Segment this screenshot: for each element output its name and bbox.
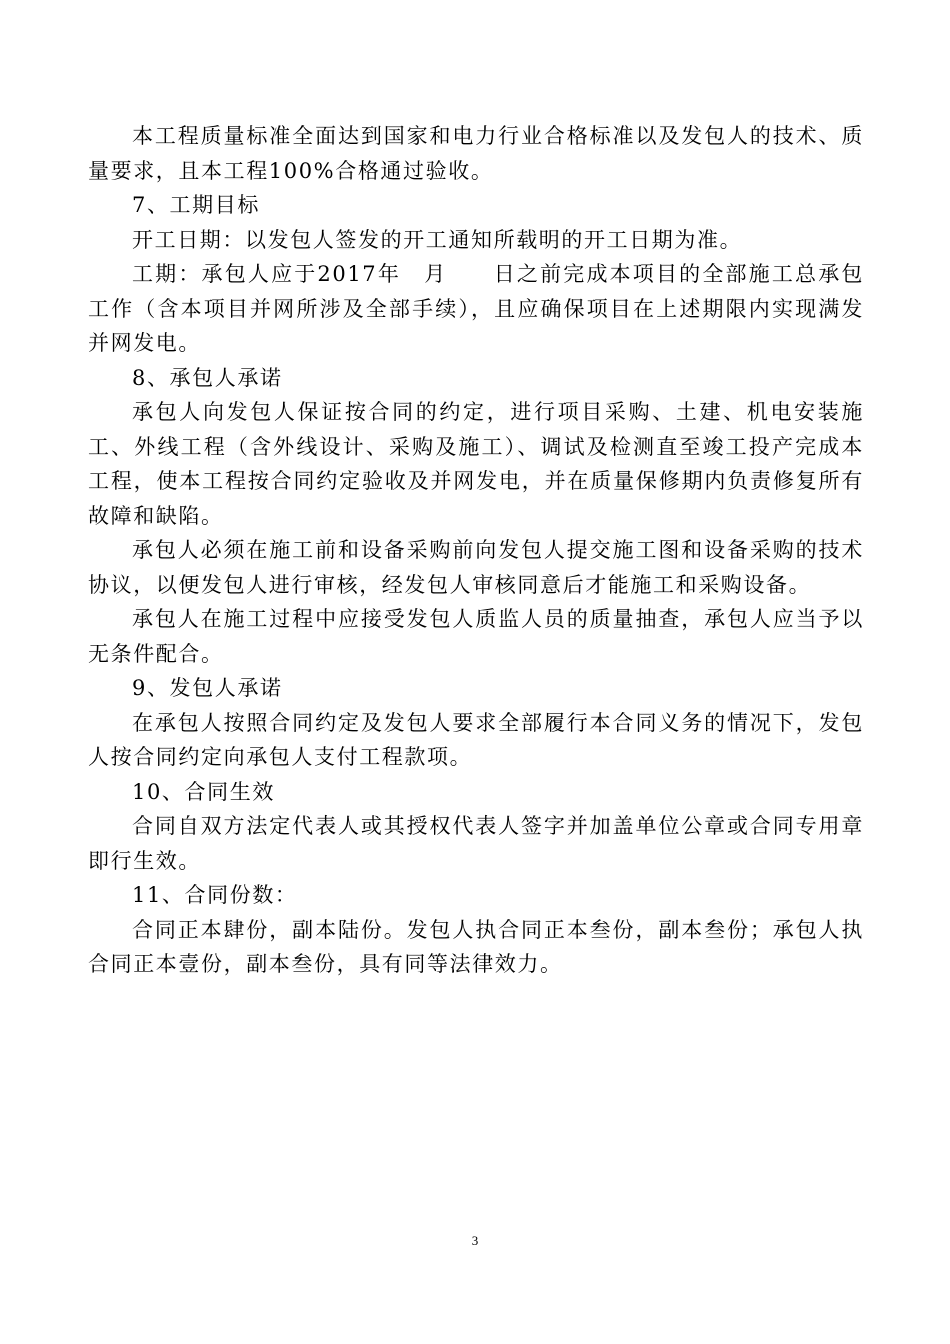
paragraph-quality-standard: 本工程质量标准全面达到国家和电力行业合格标准以及发包人的技术、质量要求，且本工程100%合格通过验收。 [88, 124, 864, 183]
heading-employer-commitment: 9、发包人承诺 [132, 676, 283, 700]
paragraph-start-date: 开工日期：以发包人签发的开工通知所载明的开工日期为准。 [132, 227, 743, 252]
paragraph-quality-inspection: 承包人在施工过程中应接受发包人质监人员的质量抽查，承包人应当予以无条件配合。 [88, 607, 864, 666]
heading-contractor-commitment: 8、承包人承诺 [132, 365, 283, 390]
heading-schedule-target: 7、工期目标 [132, 193, 260, 217]
paragraph-contractor-submission: 承包人必须在施工前和设备采购前向发包人提交施工图和设备采购的技术协议，以便发包人进行审核，经发包人审核同意后才能施工和采购设备。 [88, 538, 864, 597]
paragraph-employer-payment: 在承包人按照合同约定及发包人要求全部履行本合同义务的情况下，发包人按合同约定向承包人支付工程款项。 [88, 710, 864, 769]
paragraph-contract-copies: 合同正本肆份，副本陆份。发包人执合同正本叁份，副本叁份；承包人执合同正本壹份，副本叁份，具有同等法律效力。 [88, 917, 864, 976]
heading-contract-copies: 11、合同份数： [132, 883, 298, 907]
paragraph-construction-period: 工期：承包人应于2017年 月 日之前完成本项目的全部施工总承包工作（含本项目并网所涉及全部手续），且应确保项目在上述期限内实现满发并网发电。 [88, 262, 864, 355]
heading-contract-effect: 10、合同生效 [132, 779, 275, 804]
document-body [88, 119, 864, 982]
page-number: 3 [471, 1233, 479, 1248]
paragraph-contract-effect: 合同自双方法定代表人或其授权代表人签字并加盖单位公章或合同专用章即行生效。 [88, 814, 864, 873]
paragraph-contractor-guarantee: 承包人向发包人保证按合同的约定，进行项目采购、土建、机电安装施工、外线工程（含外线设计、采购及施工）、调试及检测直至竣工投产完成本工程，使本工程按合同约定验收及并网发电，并在质量保修期内负责修复所有故障和缺陷。 [88, 400, 864, 528]
